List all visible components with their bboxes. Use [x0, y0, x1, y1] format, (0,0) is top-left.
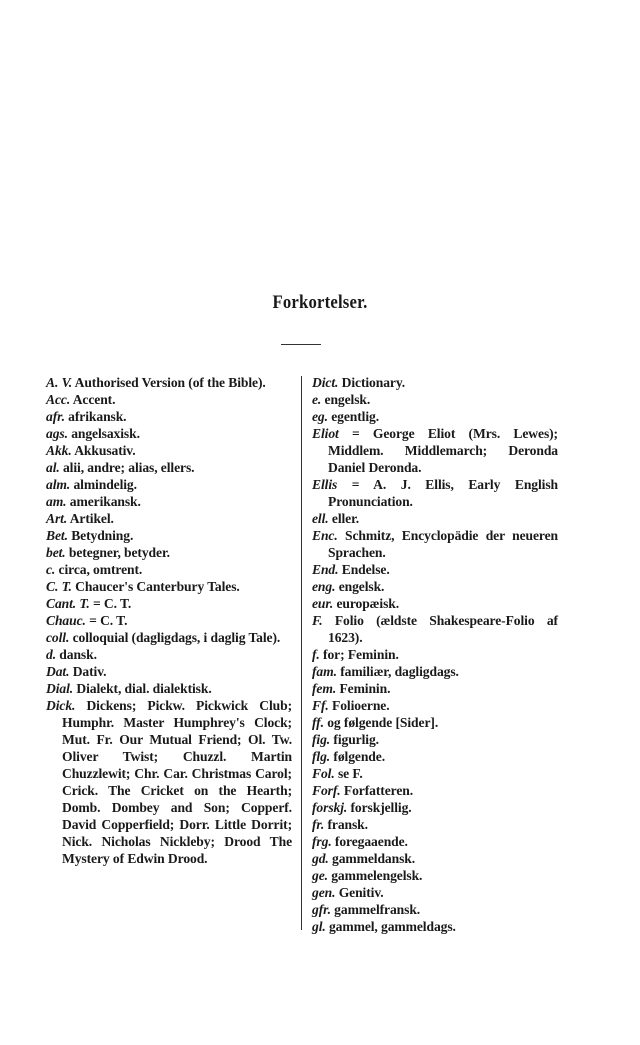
- abbreviation: Enc.: [312, 528, 338, 543]
- abbreviation-definition: for; Feminin.: [319, 647, 399, 662]
- abbreviation-definition: betegner, betyder.: [65, 545, 170, 560]
- abbreviation-definition: og følgende [Sider].: [323, 715, 439, 730]
- abbreviation-entry: [312, 595, 558, 612]
- abbreviation: fr.: [312, 817, 325, 832]
- abbreviation-definition: almindelig.: [70, 477, 137, 492]
- abbreviation: fig.: [312, 732, 331, 747]
- abbreviation: eur.: [312, 596, 334, 611]
- abbreviation-entry: [312, 782, 558, 799]
- abbreviation: ell.: [312, 511, 329, 526]
- abbreviation-definition: colloquial (dagligdags, i daglig Tale).: [69, 630, 281, 645]
- abbreviation-entry: [46, 612, 292, 629]
- column-divider: [301, 376, 302, 930]
- abbreviation: C. T.: [46, 579, 72, 594]
- abbreviation-entry: [312, 680, 558, 697]
- abbreviation-definition: Chaucer's Canterbury Tales.: [71, 579, 240, 594]
- abbreviation: f.: [312, 647, 320, 662]
- abbreviation: forskj.: [312, 800, 348, 815]
- abbreviation-entry: [312, 663, 558, 680]
- abbreviation-definition: amerikansk.: [66, 494, 141, 509]
- abbreviation-definition: gammelengelsk.: [327, 868, 423, 883]
- abbreviation: Dat.: [46, 664, 70, 679]
- abbreviation: Eliot: [312, 426, 339, 441]
- abbreviation-definition: fransk.: [324, 817, 368, 832]
- abbreviation-definition: gammeldansk.: [328, 851, 416, 866]
- abbreviation-entry: [312, 901, 558, 918]
- abbreviation-entry: [312, 612, 558, 646]
- abbreviation-definition: Forfatteren.: [340, 783, 414, 798]
- abbreviation-definition: Dickens; Pickw. Pickwick Club; Humphr. Master Humphrey's Clock; Mut. Fr. Our Mutual Friend; Ol. Tw. Oliver Twist; Chuzzl. Martin Chuzzlewit; Chr. Car. Christmas Carol; Crick. The Cricket on the Hearth; Domb. Dombey and Son; Copperf. David Copperfield; Dorr. Little Dorrit; Nick. Nicholas Nickleby; Drood The Mystery of Edwin Drood.: [62, 698, 292, 866]
- abbreviation: fem.: [312, 681, 337, 696]
- abbreviation-entry: [312, 816, 558, 833]
- abbreviation-entry: [312, 884, 558, 901]
- abbreviation: alm.: [46, 477, 71, 492]
- abbreviation: frg.: [312, 834, 332, 849]
- abbreviation: flg.: [312, 749, 331, 764]
- abbreviation-definition: Schmitz, Encyclopädie der neueren Sprachen.: [328, 528, 558, 560]
- abbreviation: ge.: [312, 868, 328, 883]
- abbreviation: Dial.: [46, 681, 74, 696]
- abbreviation-definition: familiær, dagligdags.: [336, 664, 459, 679]
- abbreviation-definition: Endelse.: [338, 562, 390, 577]
- abbreviation: Cant. T.: [46, 596, 90, 611]
- abbreviation-entry: [46, 629, 292, 646]
- abbreviation-entry: [312, 578, 558, 595]
- abbreviation-entry: [312, 425, 558, 476]
- abbreviation: Fol.: [312, 766, 335, 781]
- abbreviation: fam.: [312, 664, 337, 679]
- abbreviation: Art.: [46, 511, 68, 526]
- abbreviation-entry: [46, 374, 292, 391]
- abbreviation: am.: [46, 494, 67, 509]
- abbreviation-entry: [312, 510, 558, 527]
- abbreviation-definition: afrikansk.: [64, 409, 127, 424]
- abbreviation-definition: engelsk.: [321, 392, 371, 407]
- abbreviation-definition: angelsaxisk.: [67, 426, 140, 441]
- title-rule: [281, 344, 321, 345]
- abbreviation-definition: engelsk.: [335, 579, 385, 594]
- abbreviation: gd.: [312, 851, 329, 866]
- abbreviation-entry: [312, 714, 558, 731]
- abbreviation: bet.: [46, 545, 66, 560]
- abbreviation: eng.: [312, 579, 336, 594]
- abbreviation: Chauc.: [46, 613, 86, 628]
- abbreviation: End.: [312, 562, 339, 577]
- abbreviation-definition: egentlig.: [327, 409, 380, 424]
- abbreviation-entry: [312, 391, 558, 408]
- abbreviation-entry: [46, 561, 292, 578]
- abbreviation-entry: [312, 748, 558, 765]
- abbreviation-definition: = C. T.: [89, 596, 132, 611]
- abbreviation: Acc.: [46, 392, 71, 407]
- abbreviation: d.: [46, 647, 56, 662]
- abbreviation-entry: [46, 476, 292, 493]
- abbreviation: coll.: [46, 630, 70, 645]
- abbreviation-entry: [46, 391, 292, 408]
- abbreviation-definition: figurlig.: [330, 732, 379, 747]
- abbreviation-entry: [46, 697, 292, 867]
- abbreviation: Akk.: [46, 443, 72, 458]
- abbreviation-definition: Dialekt, dial. dialektisk.: [73, 681, 212, 696]
- abbreviation-definition: forskjellig.: [347, 800, 412, 815]
- right-column: [312, 374, 558, 935]
- abbreviation-definition: foregaaende.: [331, 834, 408, 849]
- abbreviation-definition: Akkusativ.: [71, 443, 136, 458]
- abbreviation-definition: Betydning.: [67, 528, 134, 543]
- abbreviation-entry: [312, 765, 558, 782]
- abbreviation-entry: [312, 476, 558, 510]
- abbreviation: gen.: [312, 885, 336, 900]
- abbreviation-definition: Accent.: [70, 392, 116, 407]
- abbreviation-definition: Authorised Version (of the Bible).: [72, 375, 266, 390]
- abbreviation-definition: Dictionary.: [338, 375, 406, 390]
- abbreviation: Dick.: [46, 698, 76, 713]
- abbreviation: Dict.: [312, 375, 339, 390]
- abbreviation-definition: = George Eliot (Mrs. Lewes); Middlem. Middlemarch; Deronda Daniel Deronda.: [328, 426, 558, 475]
- abbreviation-entry: [46, 544, 292, 561]
- abbreviation-definition: Feminin.: [336, 681, 391, 696]
- abbreviation: A. V.: [46, 375, 73, 390]
- abbreviation-entry: [312, 731, 558, 748]
- abbreviation-definition: gammel, gammeldags.: [325, 919, 456, 934]
- abbreviation-entry: [46, 527, 292, 544]
- abbreviation-definition: circa, omtrent.: [55, 562, 143, 577]
- abbreviation: F.: [312, 613, 323, 628]
- abbreviation-entry: [46, 646, 292, 663]
- abbreviation-definition: alii, andre; alias, ellers.: [59, 460, 195, 475]
- abbreviation-entry: [312, 833, 558, 850]
- abbreviation-entry: [312, 527, 558, 561]
- abbreviation: eg.: [312, 409, 328, 424]
- abbreviation-entry: [312, 867, 558, 884]
- left-column: [46, 374, 292, 867]
- abbreviation-entry: [46, 425, 292, 442]
- abbreviation-entry: [46, 680, 292, 697]
- abbreviation-definition: dansk.: [56, 647, 97, 662]
- abbreviation-definition: Folioerne.: [328, 698, 390, 713]
- abbreviation: Ff.: [312, 698, 329, 713]
- abbreviation-entry: [46, 408, 292, 425]
- abbreviation-entry: [46, 510, 292, 527]
- abbreviation-entry: [46, 578, 292, 595]
- abbreviation: c.: [46, 562, 56, 577]
- abbreviation: ags.: [46, 426, 68, 441]
- abbreviation-definition: følgende.: [330, 749, 385, 764]
- page-title: Forkortelser.: [272, 292, 368, 313]
- abbreviation: gfr.: [312, 902, 331, 917]
- abbreviation: ff.: [312, 715, 324, 730]
- abbreviation-entry: [46, 595, 292, 612]
- abbreviation: e.: [312, 392, 322, 407]
- abbreviation-entry: [46, 442, 292, 459]
- abbreviation-definition: = A. J. Ellis, Early English Pronunciation.: [328, 477, 558, 509]
- abbreviation-definition: Genitiv.: [335, 885, 384, 900]
- abbreviation-entry: [312, 561, 558, 578]
- abbreviation-definition: eller.: [328, 511, 360, 526]
- abbreviation-definition: Folio (ældste Shakespeare-Folio af 1623).: [322, 613, 558, 645]
- abbreviation-entry: [312, 374, 558, 391]
- abbreviation-definition: se F.: [334, 766, 363, 781]
- abbreviation-entry: [312, 646, 558, 663]
- abbreviation: Forf.: [312, 783, 341, 798]
- abbreviation: Bet.: [46, 528, 68, 543]
- abbreviation-definition: gammelfransk.: [330, 902, 421, 917]
- abbreviation-definition: Dativ.: [69, 664, 107, 679]
- abbreviation: Ellis: [312, 477, 338, 492]
- abbreviation-definition: = C. T.: [85, 613, 128, 628]
- abbreviation-entry: [312, 850, 558, 867]
- abbreviation-entry: [312, 697, 558, 714]
- abbreviation-entry: [46, 493, 292, 510]
- abbreviation-definition: Artikel.: [67, 511, 114, 526]
- abbreviation: gl.: [312, 919, 326, 934]
- abbreviation-definition: europæisk.: [333, 596, 400, 611]
- abbreviation-entry: [312, 408, 558, 425]
- abbreviation: al.: [46, 460, 60, 475]
- abbreviation-entry: [46, 663, 292, 680]
- abbreviation-entry: [46, 459, 292, 476]
- abbreviation: afr.: [46, 409, 65, 424]
- abbreviation-entry: [312, 918, 558, 935]
- abbreviation-entry: [312, 799, 558, 816]
